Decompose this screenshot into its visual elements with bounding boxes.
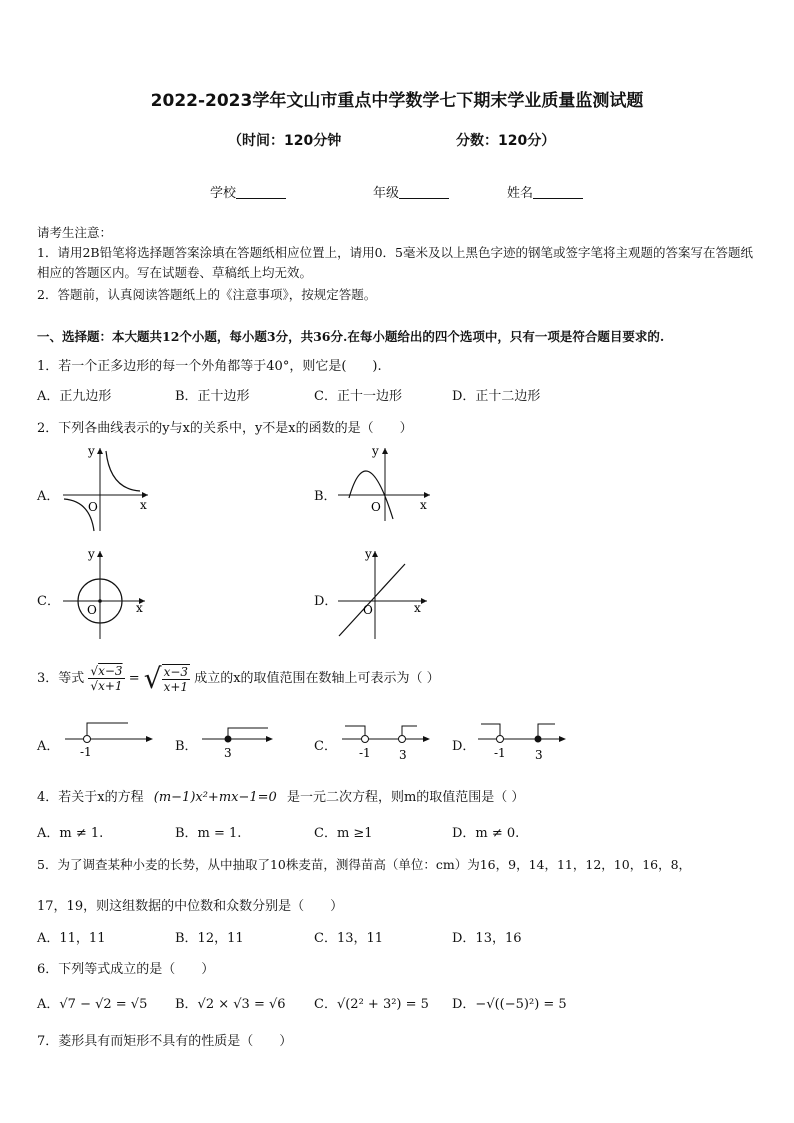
q1-option-a: A．正九边形 — [37, 389, 112, 404]
school-field — [210, 182, 286, 201]
q3a-label-neg1: -1 — [80, 745, 92, 759]
section-heading: 一、选择题：本大题共12个小题，每小题3分，共36分.在每小题给出的四个选项中，只有一项是符合题目要求的. — [37, 329, 665, 344]
name-label: 姓名 — [507, 186, 534, 201]
page-title: 2022-2023学年文山市重点中学数学七下期末学业质量监测试题 — [150, 91, 644, 111]
q2-option-d: D． — [314, 594, 338, 609]
q5-option-c: C．13，11 — [314, 931, 384, 946]
time-label: （时间：120分钟 — [228, 133, 342, 149]
q3-numberline-a — [65, 720, 165, 760]
q3-right-num: x−3 — [163, 664, 189, 679]
q5-option-d: D．13，16 — [452, 931, 522, 946]
q6-option-c: C．√(2² + 3²) = 5 — [314, 997, 429, 1012]
q3-post: 成立的x的取值范围在数轴上可表示为（ ） — [194, 671, 440, 686]
q5-option-a: A．11，11 — [37, 931, 106, 946]
name-field — [507, 182, 583, 201]
q2-option-b: B． — [314, 489, 337, 504]
q1-option-d: D．正十二边形 — [452, 389, 541, 404]
q2b-origin-label: O — [371, 500, 381, 514]
q3-pre: 3．等式 — [37, 671, 85, 686]
q2d-y-label: y — [365, 547, 372, 561]
school-label: 学校 — [210, 186, 237, 201]
q4-option-b: B．m = 1. — [175, 826, 242, 841]
q3-left-num: x−3 — [98, 664, 123, 678]
q6-option-b: B．√2 × √3 = √6 — [175, 997, 286, 1012]
q3-numberline-c — [342, 720, 442, 760]
name-blank — [533, 185, 583, 199]
q4-option-d: D．m ≠ 0. — [452, 826, 520, 841]
q2a-y-label: y — [88, 444, 95, 458]
q2-graph-b — [335, 443, 435, 523]
q2-stem: 2．下列各曲线表示的y与x的关系中，y不是x的函数的是（ ） — [37, 421, 413, 436]
q3-right-den: x+1 — [163, 679, 189, 694]
q3d-label-3: 3 — [535, 748, 543, 762]
q4-equation: (m−1)x²+mx−1=0 — [153, 790, 277, 805]
q3-left-den: x+1 — [98, 679, 123, 693]
q3-option-c: C． — [314, 739, 337, 754]
grade-blank — [399, 185, 449, 199]
q3-option-a: A． — [37, 739, 60, 754]
q4-stem — [37, 786, 524, 805]
q3-left-fraction: $\frac{√x-3}{√x+1}$ — [90, 664, 123, 693]
q1-option-c: C．正十一边形 — [314, 389, 402, 404]
q2b-y-label: y — [372, 444, 379, 458]
q2b-x-label: x — [420, 498, 427, 512]
notice-item-1: 1．请用2B铅笔将选择题答案涂填在答题纸相应位置上，请用0．5毫米及以上黑色字迹的钢笔或签字笔将主观题的答案写在答题纸相应的答题区内。写在试题卷、草稿纸上均无效。 — [37, 245, 753, 280]
q3b-label-3: 3 — [224, 746, 232, 760]
grade-field — [373, 182, 449, 201]
q6-option-d: D．−√((−5)²) = 5 — [452, 997, 567, 1012]
score-label: 分数：120分） — [456, 133, 556, 149]
q2c-origin-label: O — [87, 603, 97, 617]
q1-stem: 1．若一个正多边形的每一个外角都等于40°，则它是( ). — [37, 359, 382, 374]
school-blank — [236, 185, 286, 199]
q7-stem: 7．菱形具有而矩形不具有的性质是（ ） — [37, 1034, 293, 1049]
q2a-origin-label: O — [88, 500, 98, 514]
q6-stem: 6．下列等式成立的是（ ） — [37, 962, 215, 977]
q3-option-b: B． — [175, 739, 198, 754]
q3-numberline-b — [202, 720, 302, 760]
q2c-y-label: y — [88, 547, 95, 561]
q1-option-b: B．正十边形 — [175, 389, 250, 404]
q3d-label-neg1: -1 — [494, 746, 506, 760]
grade-label: 年级 — [373, 186, 400, 201]
q5-line-2: 17，19，则这组数据的中位数和众数分别是（ ） — [37, 899, 344, 914]
q3-stem: 3．等式 $\frac{√x-3}{√x+1}$ = √ $\frac{x-3}{x+1}$ 成立的x的取值范围在数轴上可表示为（ ） — [37, 662, 440, 695]
q4-pre: 4．若关于x的方程 — [37, 790, 144, 805]
q2c-x-label: x — [136, 601, 143, 615]
q3-option-d: D． — [452, 739, 476, 754]
q3c-label-3: 3 — [399, 748, 407, 762]
q2-graph-a — [60, 443, 150, 533]
q5-option-b: B．12，11 — [175, 931, 244, 946]
q4-option-a: A．m ≠ 1. — [37, 826, 104, 841]
q2-option-c: C． — [37, 594, 60, 609]
q3-numberline-d — [478, 720, 578, 760]
q4-post: 是一元二次方程，则m的取值范围是（ ） — [286, 790, 525, 805]
q2-graph-d — [335, 546, 435, 641]
q3-right-fraction — [162, 664, 190, 694]
q2-graph-c — [60, 546, 150, 641]
q2d-x-label: x — [414, 601, 421, 615]
notice-heading: 请考生注意： — [37, 225, 113, 240]
q6-option-a: A．√7 − √2 = √5 — [37, 997, 148, 1012]
q5-line-1: 5．为了调查某种小麦的长势，从中抽取了10株麦苗，测得苗高（单位：cm）为16，9，14，11，12，10，16，8， — [37, 857, 692, 872]
q3c-label-neg1: -1 — [359, 746, 371, 760]
notice-item-2: 2．答题前，认真阅读答题纸上的《注意事项》，按规定答题。 — [37, 287, 377, 302]
q2-option-a: A． — [37, 489, 60, 504]
q2d-origin-label: O — [363, 603, 373, 617]
q4-option-c: C．m ≥1 — [314, 826, 373, 841]
q2a-x-label: x — [140, 498, 147, 512]
